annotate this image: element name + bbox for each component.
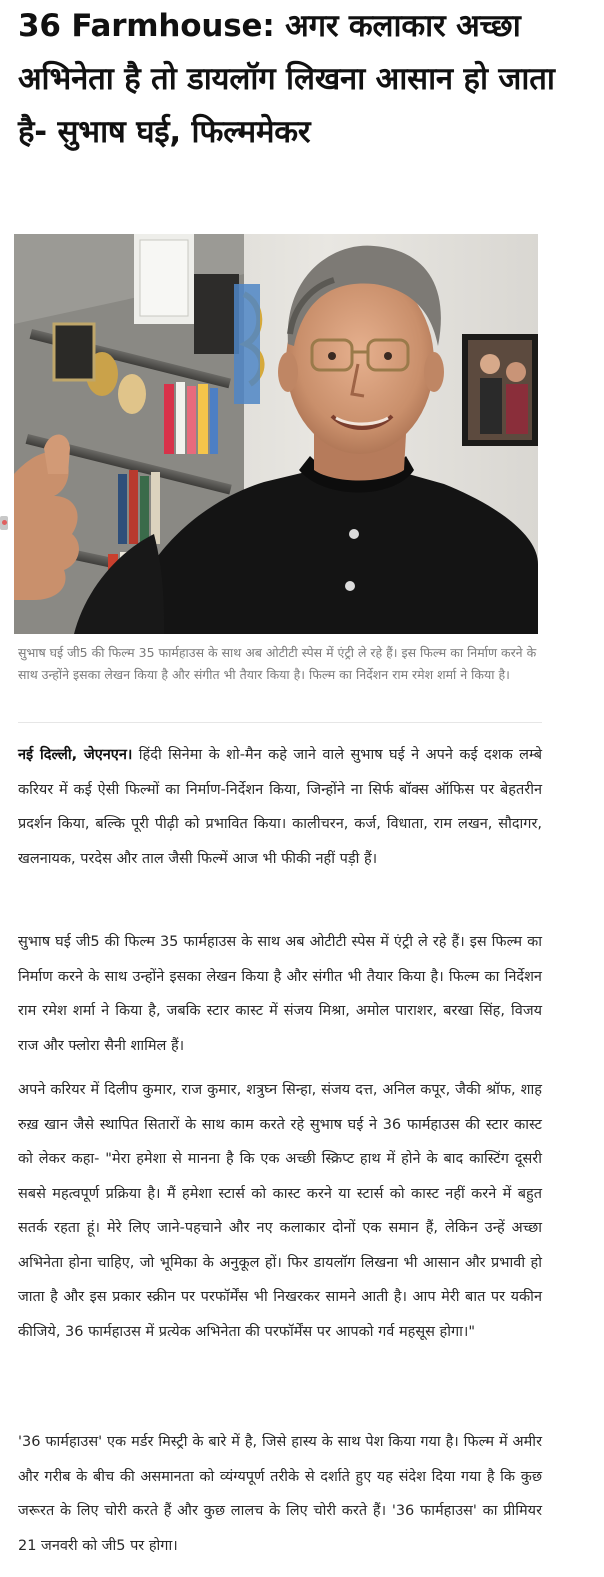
article-paragraph: '36 फार्महाउस' एक मर्डर मिस्ट्री के बारे में है, जिसे हास्य के साथ पेश किया गया है। फिल्म में अमीर और गरीब के बीच की असमानता को व्यंग्यपूर्ण तरीके से दर्शाते हुए यह संदेश दिया गया है कि कुछ जरूरत के लिए चोरी करते हैं और कुछ लालच के लिए चोरी करते हैं। '36 फार्महाउस' का प्रीमियर 21 जनवरी को जी5 पर होगा।: [18, 1434, 542, 1554]
article-photo: [14, 234, 538, 634]
image-caption: सुभाष घई जी5 की फिल्म 35 फार्महाउस के साथ अब ओटीटी स्पेस में एंट्री ले रहे हैं। इस फिल्म का निर्माण करने के साथ उन्होंने इसका लेखन किया है और संगीत भी तैयार किया है। फिल्म का निर्देशन राम रमेश शर्मा ने किया है।: [18, 645, 537, 682]
dateline: नई दिल्ली, जेएनएन।: [18, 747, 133, 763]
article-headline: 36 Farmhouse: अगर कलाकार अच्छा अभिनेता है तो डायलॉग लिखना आसान हो जाता है- सुभाष घई, फिल्ममेकर: [18, 8, 555, 150]
article-paragraph: [18, 738, 542, 876]
caption-divider: [18, 722, 542, 723]
article-paragraph: सुभाष घई जी5 की फिल्म 35 फार्महाउस के साथ अब ओटीटी स्पेस में एंट्री ले रहे हैं। इस फिल्म का निर्माण करने के साथ उन्होंने इसका लेखन किया है और संगीत भी तैयार किया है। फिल्म का निर्देशन राम रमेश शर्मा ने किया है, जबकि स्टार कास्ट में संजय मिश्रा, अमोल पाराशर, बरखा सिंह, विजय राज और फ्लोरा सैनी शामिल हैं।: [18, 934, 542, 1054]
edge-mark-icon: [0, 516, 8, 530]
article-paragraph: अपने करियर में दिलीप कुमार, राज कुमार, शत्रुघ्न सिन्हा, संजय दत्त, अनिल कपूर, जैकी श्रॉफ, शाह रुख़ खान जैसे स्थापित सितारों के साथ काम करते रहे सुभाष घई ने 36 फार्महाउस की स्टार कास्ट को लेकर कहा- "मेरा हमेशा से मानना है कि एक अच्छी स्क्रिप्ट हाथ में होने के बाद कास्टिंग दूसरी सबसे महत्वपूर्ण प्रक्रिया है। मैं हमेशा स्टार्स को कास्ट करने या स्टार्स को कास्ट नहीं करने में बहुत सतर्क रहता हूं। मेरे लिए जाने-पहचाने और नए कलाकार दोनों एक समान हैं, लेकिन उन्हें अच्छा अभिनेता होना चाहिए, जो भूमिका के अनुकूल हों। फिर डायलॉग लिखना भी आसान और प्रभावी हो जाता है और इस प्रकार स्क्रीन पर परफॉर्मेंस भी निखरकर सामने आती है। आप मेरी बात पर यकीन कीजिये, 36 फार्महाउस में प्रत्येक अभिनेता की परफॉर्मेंस पर आपको गर्व महसूस होगा।": [18, 1082, 542, 1340]
paragraph-text: हिंदी सिनेमा के शो-मैन कहे जाने वाले सुभाष घई ने अपने कई दशक लम्बे करियर में कई ऐसी फिल्मों का निर्माण-निर्देशन किया, जिन्होंने ना सिर्फ बॉक्स ऑफिस पर बेहतरीन प्रदर्शन किया, बल्कि पूरी पीढ़ी को प्रभावित किया। कालीचरन, कर्ज, विधाता, राम लखन, सौदागर, खलनायक, परदेस और ताल जैसी फिल्में आज भी फीकी नहीं पड़ी हैं।: [18, 747, 542, 867]
